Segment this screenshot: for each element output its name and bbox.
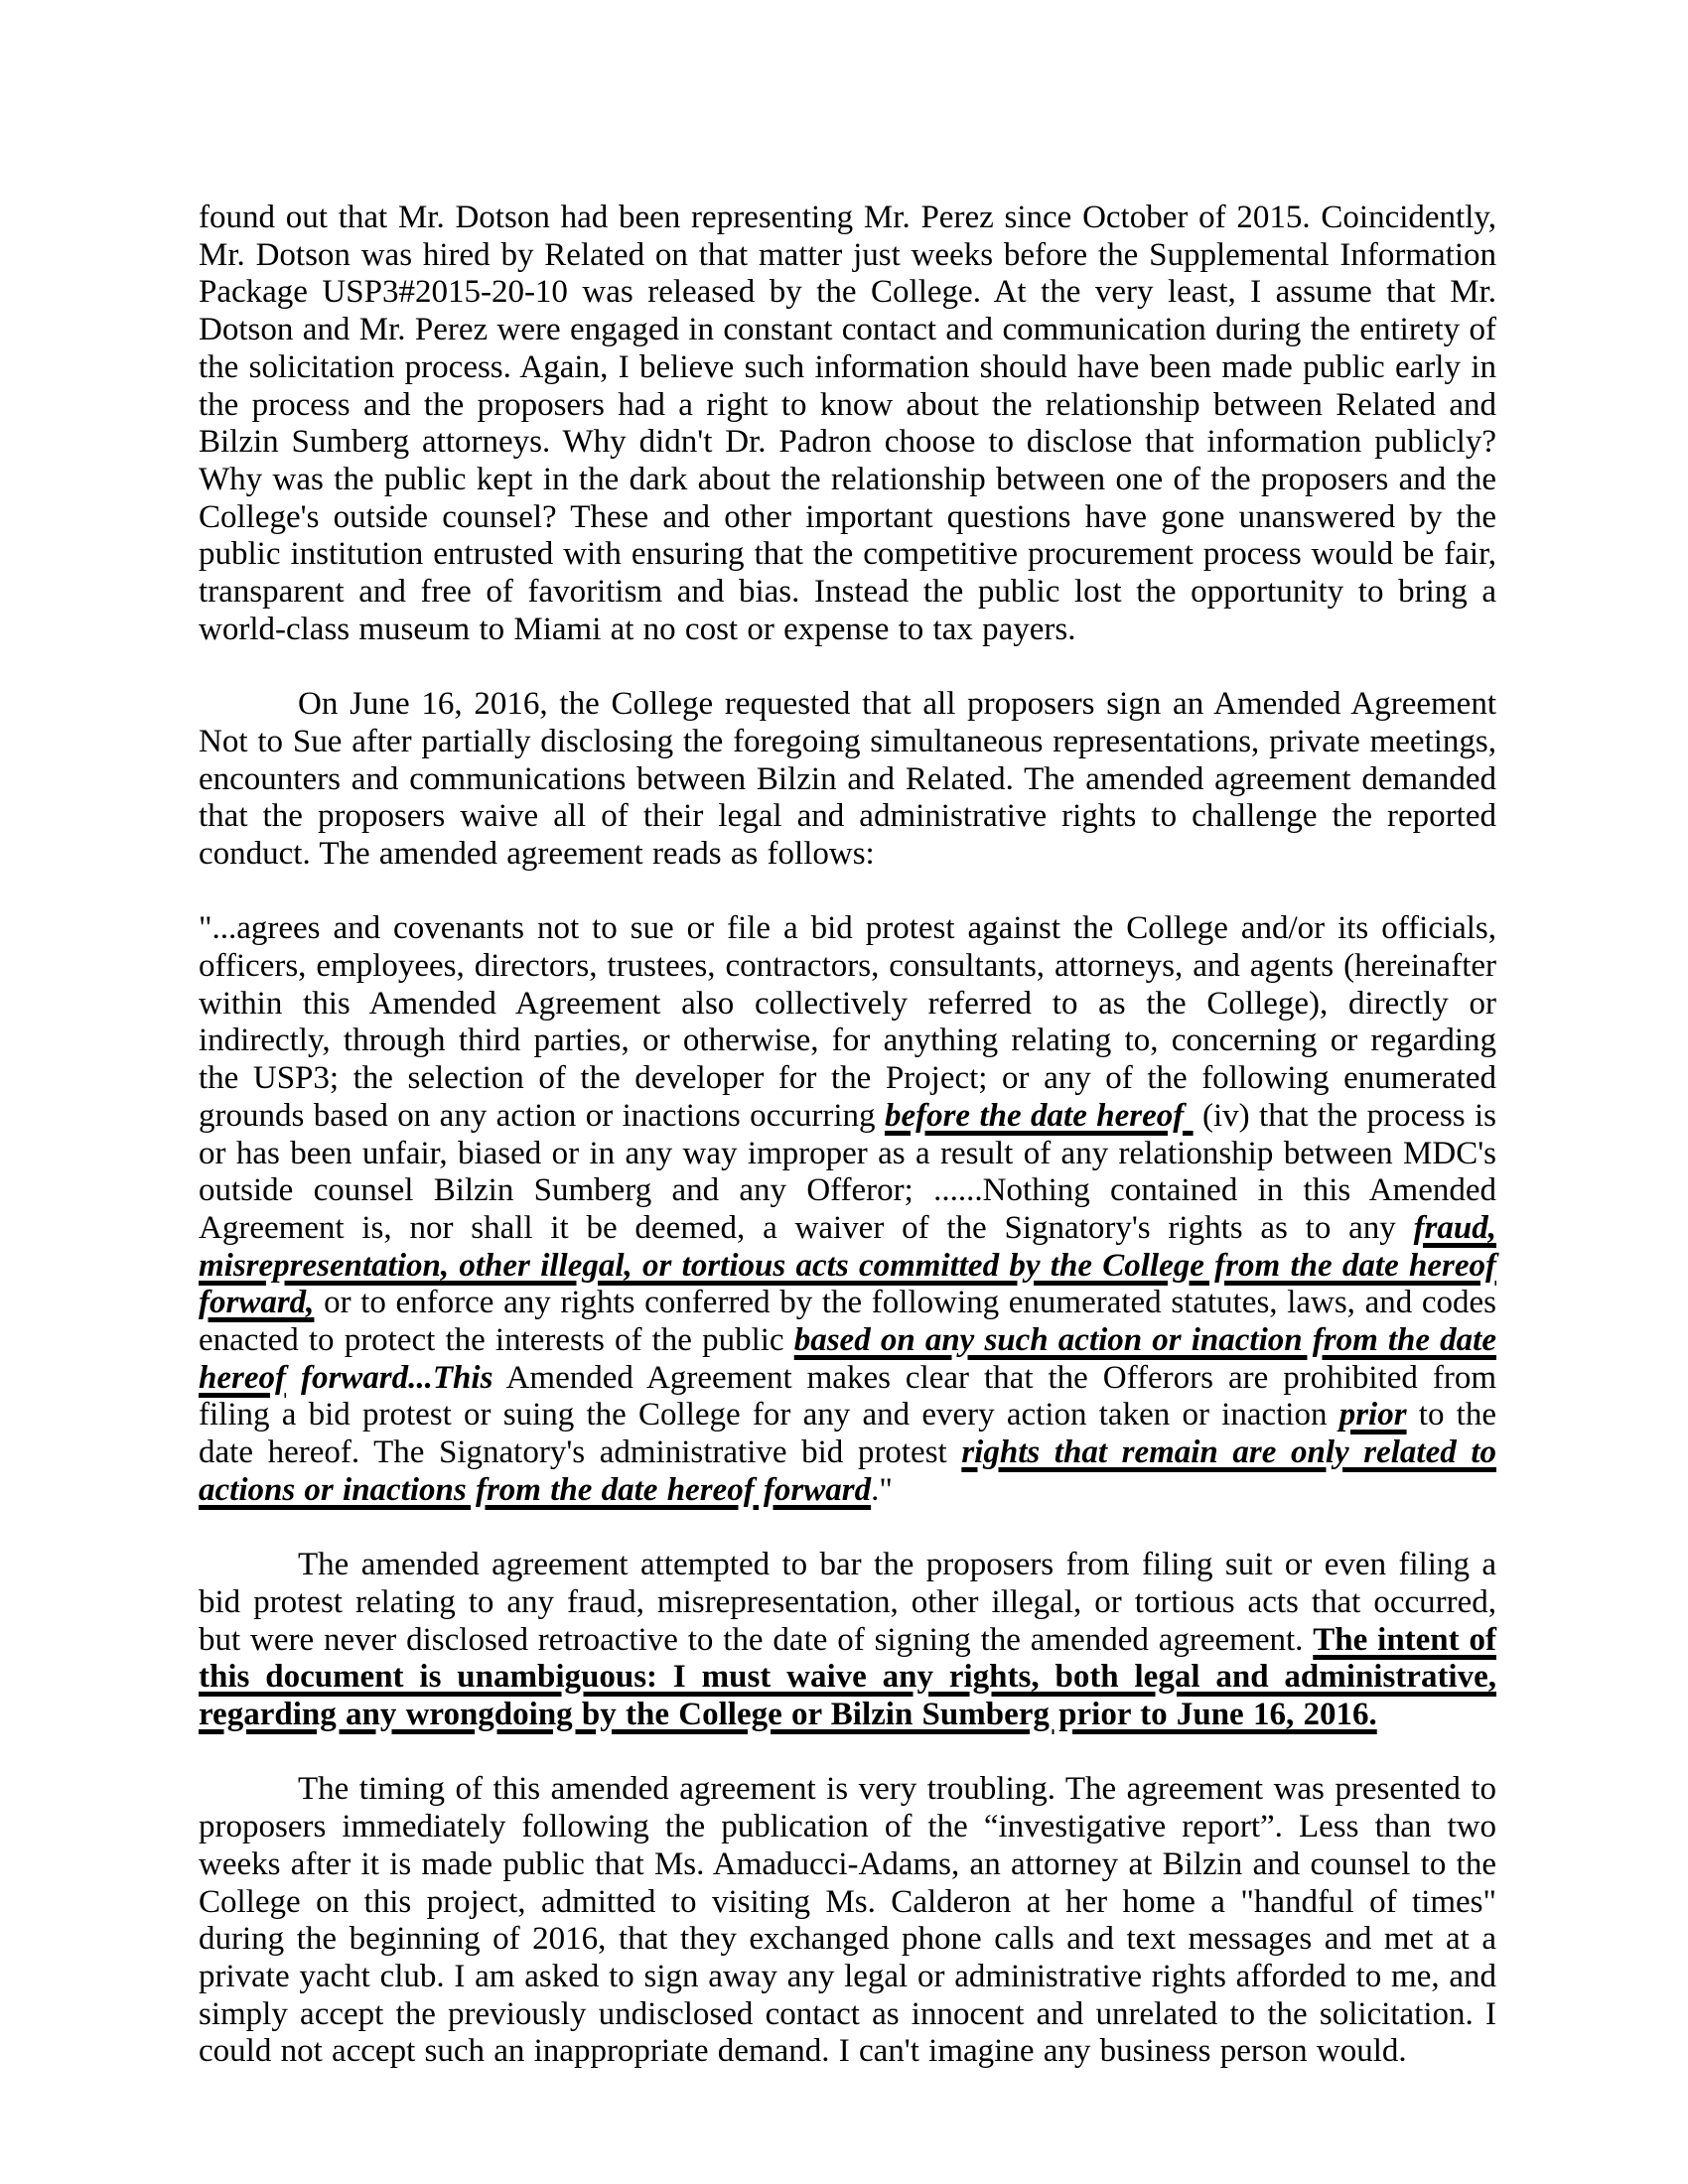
paragraph-timing-concerns bbox=[199, 1771, 1496, 2071]
text-segment-normal: (iv) that the process is or has been unfair, biased or in any way improper as a result of any relationship between MDC's outside counsel Bilzin Sumberg and any Offeror; ......Nothing contained in this Amended Agreement is, nor shall it be deemed, a waiver of the Signatory's rights as to any bbox=[199, 1097, 1496, 1246]
paragraph-agreement-analysis bbox=[199, 1547, 1496, 1734]
document-body bbox=[199, 200, 1496, 2071]
text-segment-normal: On June 16, 2016, the College requested that all proposers sign an Amended Agreement Not to Sue after partially disclosing the foregoing simultaneous representations, private meetings, encounters and communications between Bilzin and Related. The amended agreement demanded that the proposers waive all of their legal and administrative rights to challenge the reported conduct. The amended agreement reads as follows: bbox=[199, 686, 1496, 872]
text-segment-bold-italic-underline: before the date hereof bbox=[884, 1097, 1194, 1134]
text-segment-bold-italic-underline: rights that remain are only related to actions or inactions from the date hereof forward bbox=[199, 1434, 1497, 1508]
paragraph-dotson-representation bbox=[199, 200, 1496, 648]
text-segment-normal: Amended Agreement makes clear that the Offerors are prohibited from filing a bid protest or suing the College for any and every action taken or inaction bbox=[199, 1359, 1496, 1433]
text-segment-bold-underline: The intent of this document is unambiguous: I must waive any rights, both legal and administrative, regarding any wrongdoing by the College or Bilzin Sumberg prior to June 16, 2016. bbox=[199, 1621, 1496, 1733]
text-segment-bold-italic-underline: prior bbox=[1338, 1397, 1407, 1433]
text-segment-bold-italic-underline: based on any such action or inaction from the date hereof bbox=[199, 1322, 1497, 1396]
text-segment-bold-italic: forward...This bbox=[285, 1359, 493, 1396]
text-segment-bold-italic-underline: fraud, misrepresentation, other illegal, or tortious acts committed by the College from the date hereof forward, bbox=[199, 1209, 1496, 1321]
text-segment-normal: or to enforce any rights conferred by the following enumerated statutes, laws, and codes enacted to protect the interests of the public bbox=[199, 1285, 1496, 1359]
text-segment-normal: The amended agreement attempted to bar the proposers from filing suit or even filing a bid protest relating to any fraud, misrepresentation, other illegal, or tortious acts that occurred, but were never disclosed retroactive to the date of signing the amended agreement. bbox=[199, 1547, 1496, 1658]
paragraph-agreement-quote bbox=[199, 910, 1496, 1509]
paragraph-amended-agreement-request bbox=[199, 686, 1496, 874]
text-segment-normal: ." bbox=[871, 1471, 893, 1508]
text-segment-normal: "...agrees and covenants not to sue or file a bid protest against the College and/or its officials, officers, employees, directors, trustees, contractors, consultants, attorneys, and agents (hereinafter within this Amended Agreement also collectively referred to as the College), directly or indirectly, through third parties, or otherwise, for anything relating to, concerning or regarding the USP3; the selection of the developer for the Project; or any of the following enumerated grounds based on any action or inactions occurring bbox=[199, 910, 1496, 1134]
text-segment-normal: to the date hereof. The Signatory's administrative bid protest bbox=[199, 1397, 1496, 1471]
text-segment-normal: found out that Mr. Dotson had been representing Mr. Perez since October of 2015. Coincidently, Mr. Dotson was hired by Related on that matter just weeks before the Supplemental Information Package USP3#2015-20-10 was released by the College. At the very least, I assume that Mr. Dotson and Mr. Perez were engaged in constant contact and communication during the entirety of the solicitation process. Again, I believe such information should have been made public early in the process and the proposers had a right to know about the relationship between Related and Bilzin Sumberg attorneys. Why didn't Dr. Padron choose to disclose that information publicly? Why was the public kept in the dark about the relationship between one of the proposers and the College's outside counsel? These and other important questions have gone unanswered by the public institution entrusted with ensuring that the competitive procurement process would be fair, transparent and free of favoritism and bias. Instead the public lost the opportunity to bring a world-class museum to Miami at no cost or expense to tax payers. bbox=[199, 200, 1496, 647]
text-segment-normal: The timing of this amended agreement is very troubling. The agreement was presented to proposers immediately following the publication of the “investigative report”. Less than two weeks after it is made public that Ms. Amaducci-Adams, an attorney at Bilzin and counsel to the College on this project, admitted to visiting Ms. Calderon at her home a "handful of times" during the beginning of 2016, that they exchanged phone calls and text messages and met at a private yacht club. I am asked to sign away any legal or administrative rights afforded to me, and simply accept the previously undisclosed contact as innocent and unrelated to the solicitation. I could not accept such an inappropriate demand. I can't imagine any business person would. bbox=[199, 1771, 1496, 2070]
